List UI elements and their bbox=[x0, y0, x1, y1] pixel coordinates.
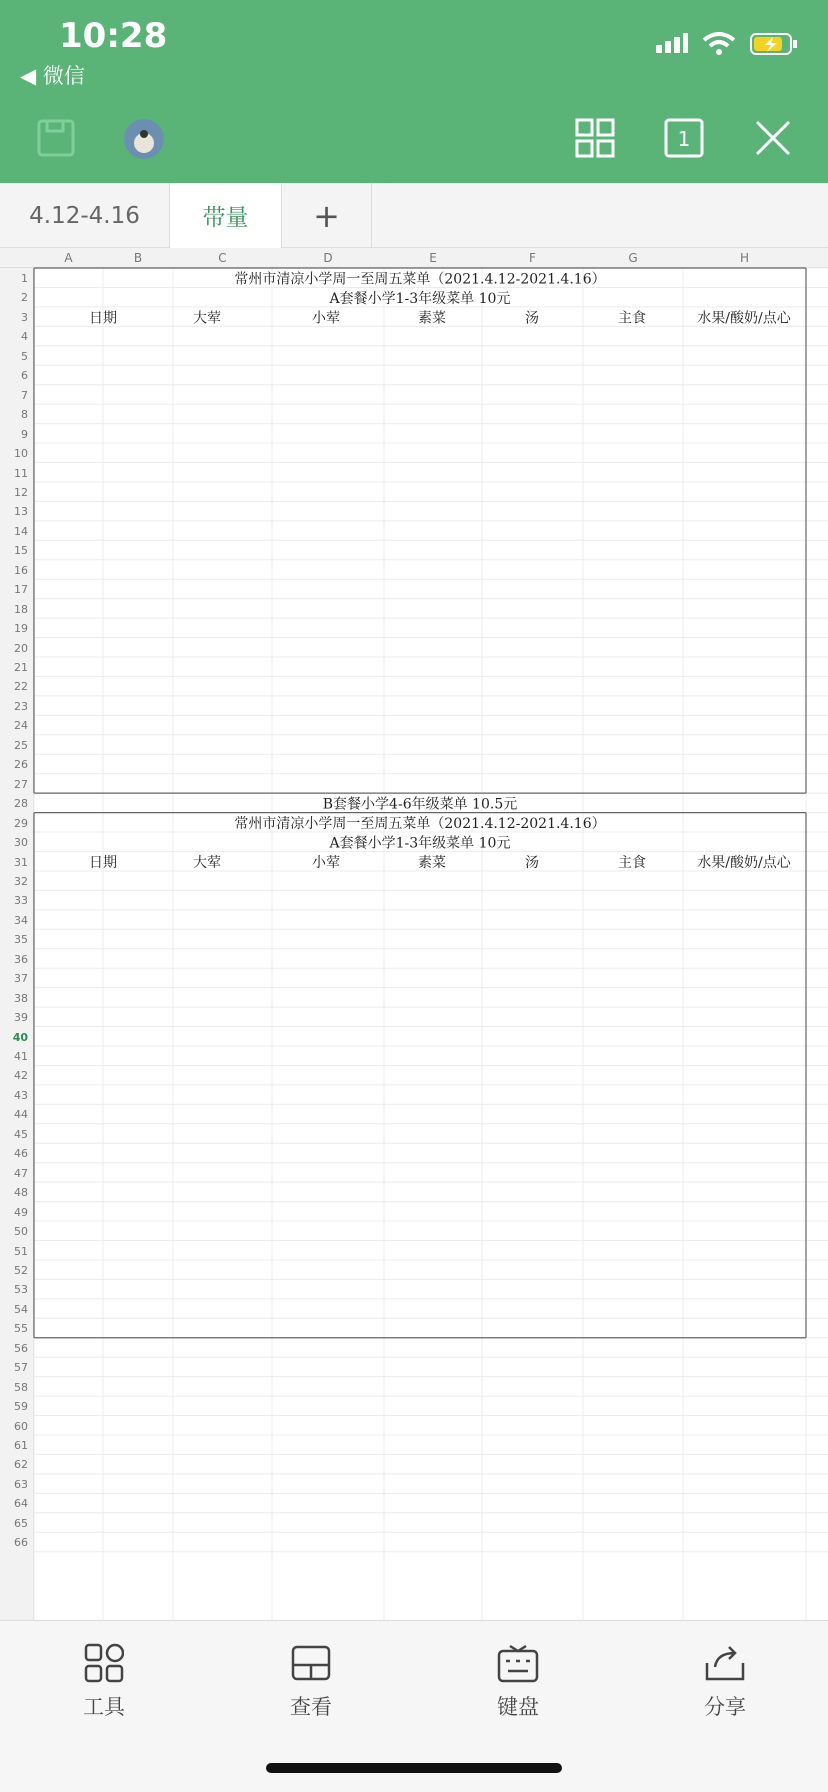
header-b-2: 小荤 bbox=[312, 855, 340, 872]
row-header[interactable]: 8 bbox=[21, 408, 28, 422]
row-header[interactable]: 62 bbox=[14, 1458, 28, 1472]
header-b-0: 日期 bbox=[89, 855, 117, 872]
row-header[interactable]: 45 bbox=[14, 1127, 28, 1141]
row-header[interactable]: 33 bbox=[14, 894, 28, 908]
row-header[interactable]: 38 bbox=[14, 991, 28, 1005]
row-header[interactable]: 57 bbox=[14, 1361, 28, 1375]
keyboard-icon bbox=[496, 1643, 540, 1683]
row-header[interactable]: 41 bbox=[14, 1050, 28, 1063]
row-header[interactable]: 58 bbox=[14, 1380, 28, 1394]
column-header-b[interactable]: B bbox=[133, 251, 143, 265]
row-header[interactable]: 50 bbox=[14, 1225, 28, 1239]
column-header-c[interactable]: C bbox=[218, 251, 227, 265]
row-header[interactable]: 21 bbox=[14, 661, 28, 674]
top-bar bbox=[0, 0, 828, 183]
row-header[interactable]: 14 bbox=[14, 524, 28, 538]
row-header[interactable]: 20 bbox=[14, 641, 28, 655]
header-0: 日期 bbox=[89, 310, 117, 327]
row-header[interactable]: 51 bbox=[14, 1244, 28, 1258]
header-5: 主食 bbox=[618, 310, 646, 327]
row-header[interactable]: 13 bbox=[14, 505, 28, 519]
keyboard-label: 键盘 bbox=[497, 1695, 539, 1719]
view-label: 查看 bbox=[290, 1695, 332, 1719]
row-header[interactable]: 28 bbox=[14, 797, 28, 811]
column-header-d[interactable]: D bbox=[323, 251, 333, 265]
battery-icon bbox=[750, 32, 798, 56]
header-b-1: 大荤 bbox=[193, 855, 221, 872]
home-indicator bbox=[266, 1763, 562, 1773]
set-b-title: B套餐小学4-6年级菜单 10.5元 bbox=[322, 796, 518, 813]
row-header[interactable]: 4 bbox=[21, 330, 28, 344]
row-header[interactable]: 46 bbox=[14, 1147, 28, 1161]
header-b-3: 素菜 bbox=[418, 855, 446, 872]
row-header[interactable]: 34 bbox=[14, 913, 28, 927]
column-header-g[interactable]: G bbox=[628, 251, 638, 265]
header-b-5: 主食 bbox=[618, 855, 646, 872]
tab-sheet-1[interactable]: 4.12-4.16 bbox=[0, 183, 170, 248]
row-header[interactable]: 12 bbox=[14, 485, 28, 499]
row-header[interactable]: 66 bbox=[14, 1536, 28, 1550]
row-header[interactable]: 31 bbox=[14, 855, 28, 869]
row-header[interactable]: 6 bbox=[21, 369, 28, 383]
row-header[interactable]: 35 bbox=[14, 933, 28, 947]
header-b-6: 水果/酸奶/点心 bbox=[697, 855, 791, 872]
view-icon bbox=[289, 1643, 333, 1683]
sheet-grid bbox=[0, 248, 828, 1620]
header-1: 大荤 bbox=[193, 310, 221, 327]
row-header[interactable]: 26 bbox=[14, 758, 28, 772]
row-header[interactable]: 47 bbox=[14, 1166, 28, 1180]
share-icon bbox=[703, 1643, 747, 1683]
row-header[interactable]: 30 bbox=[14, 836, 28, 850]
row-header[interactable]: 18 bbox=[14, 602, 28, 616]
share-button[interactable] bbox=[665, 1643, 785, 1721]
sheet-tabs bbox=[0, 183, 828, 248]
row-header[interactable]: 1 bbox=[21, 272, 28, 285]
header-2: 小荤 bbox=[312, 310, 340, 327]
view-button[interactable] bbox=[251, 1643, 371, 1721]
page-count-icon[interactable] bbox=[664, 118, 704, 158]
save-icon[interactable] bbox=[36, 118, 76, 158]
row-header[interactable]: 43 bbox=[14, 1088, 28, 1102]
row-header[interactable]: 63 bbox=[14, 1477, 28, 1491]
row-header[interactable]: 25 bbox=[14, 738, 28, 752]
row-header[interactable]: 64 bbox=[14, 1497, 28, 1511]
row-header[interactable]: 56 bbox=[14, 1341, 28, 1355]
close-icon[interactable] bbox=[753, 118, 793, 158]
share-label: 分享 bbox=[704, 1695, 746, 1719]
wifi-icon bbox=[702, 32, 736, 56]
row-header[interactable]: 48 bbox=[14, 1186, 28, 1200]
column-header-a[interactable]: A bbox=[64, 251, 73, 265]
avatar[interactable] bbox=[122, 117, 166, 161]
row-header[interactable]: 23 bbox=[14, 699, 28, 713]
sheet-title-b: 常州市清凉小学周一至周五菜单（2021.4.12-2021.4.16） bbox=[234, 816, 606, 833]
row-header[interactable]: 61 bbox=[14, 1439, 28, 1452]
row-header[interactable]: 27 bbox=[14, 777, 28, 791]
row-header[interactable]: 9 bbox=[21, 427, 28, 441]
row-header[interactable]: 40 bbox=[12, 1030, 28, 1044]
bottom-bar bbox=[0, 1620, 828, 1792]
tool-button[interactable] bbox=[44, 1643, 164, 1721]
keyboard-button[interactable] bbox=[458, 1643, 578, 1721]
header-b-4: 汤 bbox=[525, 855, 539, 872]
tab-sheet-2[interactable]: 带量 bbox=[170, 183, 282, 248]
status-time: 10:28 bbox=[59, 16, 168, 56]
row-header[interactable]: 49 bbox=[14, 1205, 28, 1219]
row-header[interactable]: 55 bbox=[14, 1322, 28, 1336]
tool-icon bbox=[84, 1643, 124, 1683]
row-header[interactable]: 19 bbox=[14, 622, 28, 636]
column-header-h[interactable]: H bbox=[739, 251, 750, 265]
row-header[interactable]: 36 bbox=[14, 952, 28, 966]
row-header[interactable]: 7 bbox=[21, 388, 28, 402]
header-3: 素菜 bbox=[418, 310, 446, 327]
sheet-title: 常州市清凉小学周一至周五菜单（2021.4.12-2021.4.16） bbox=[234, 271, 606, 288]
set-a-title: A套餐小学1-3年级菜单 10元 bbox=[329, 291, 511, 308]
row-header[interactable]: 53 bbox=[14, 1283, 28, 1297]
row-header[interactable]: 65 bbox=[14, 1516, 28, 1530]
row-header[interactable]: 42 bbox=[14, 1069, 28, 1083]
row-header[interactable]: 17 bbox=[14, 583, 28, 597]
row-header[interactable]: 60 bbox=[14, 1419, 28, 1433]
row-header[interactable]: 5 bbox=[21, 349, 28, 363]
row-header[interactable]: 44 bbox=[14, 1108, 28, 1122]
column-header-e[interactable]: E bbox=[429, 251, 437, 265]
row-header[interactable]: 2 bbox=[21, 291, 28, 305]
row-header[interactable]: 11 bbox=[14, 466, 28, 480]
row-header[interactable]: 3 bbox=[21, 310, 28, 324]
spreadsheet[interactable] bbox=[0, 248, 828, 1620]
header-6: 水果/酸奶/点心 bbox=[697, 310, 791, 327]
header-4: 汤 bbox=[525, 310, 539, 327]
row-header[interactable]: 24 bbox=[14, 719, 28, 733]
row-header[interactable]: 54 bbox=[14, 1302, 28, 1316]
grid-view-icon[interactable] bbox=[575, 118, 615, 158]
set-a-title-b: A套餐小学1-3年级菜单 10元 bbox=[329, 835, 511, 852]
signal-icon bbox=[654, 33, 688, 55]
svg-text:1: 1 bbox=[677, 127, 691, 151]
tool-label: 工具 bbox=[83, 1695, 125, 1719]
back-to-wechat[interactable]: ◀ 微信 bbox=[20, 64, 85, 88]
row-header[interactable]: 59 bbox=[14, 1400, 28, 1414]
row-header[interactable]: 37 bbox=[14, 972, 28, 986]
row-header[interactable]: 16 bbox=[14, 563, 28, 577]
row-header[interactable]: 29 bbox=[14, 816, 28, 830]
status-icons bbox=[654, 32, 798, 56]
row-header[interactable]: 52 bbox=[14, 1263, 28, 1277]
column-header-f[interactable]: F bbox=[529, 251, 536, 265]
row-header[interactable]: 15 bbox=[14, 544, 28, 558]
row-header[interactable]: 22 bbox=[14, 680, 28, 694]
row-header[interactable]: 10 bbox=[14, 447, 28, 461]
row-header[interactable]: 39 bbox=[14, 1011, 28, 1025]
row-header[interactable]: 32 bbox=[14, 874, 28, 888]
add-sheet-button[interactable]: + bbox=[282, 183, 372, 248]
